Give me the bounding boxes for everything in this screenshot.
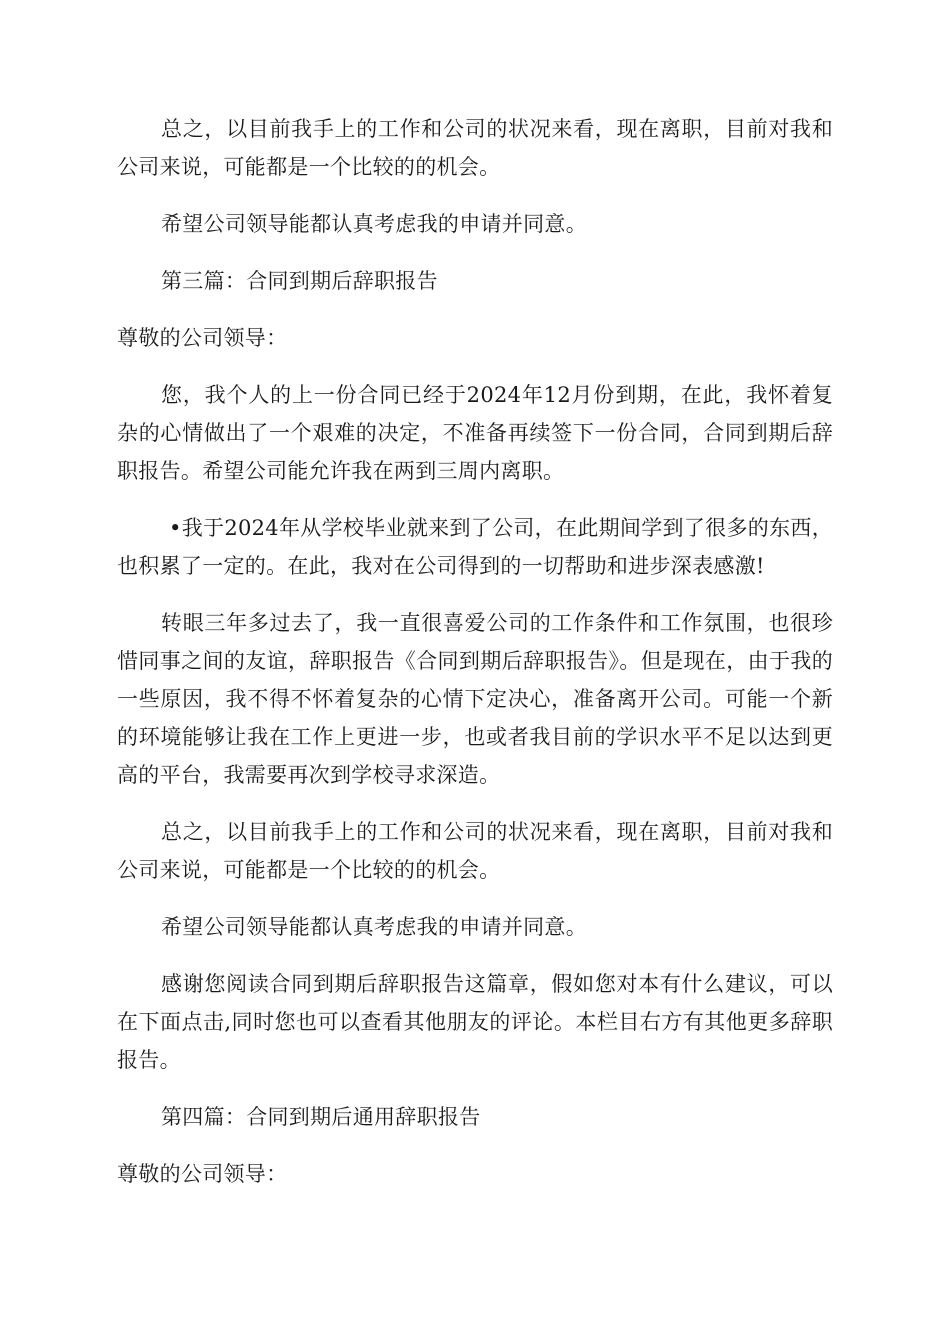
paragraph-conclusion-2: 总之，以目前我手上的工作和公司的状况来看，现在离职，目前对我和公司来说，可能都是一个比较的的机会。 — [117, 820, 833, 882]
section-heading-4: 第四篇：合同到期后通用辞职报告 — [161, 1105, 481, 1129]
paragraph-thanks: 感谢您阅读合同到期后辞职报告这篇章，假如您对本有什么建议，可以在下面点击,同时您也可以查看其他朋友的评论。本栏目右方有其他更多辞职报告。 — [117, 972, 833, 1072]
paragraph-contract: 您，我个人的上一份合同已经于2024年12月份到期，在此，我怀着复杂的心情做出了一个艰难的决定，不准备再续签下一份合同，合同到期后辞职报告。希望公司能允许我在两到三周内离职。 — [117, 383, 833, 483]
paragraph-request: 希望公司领导能都认真考虑我的申请并同意。 — [161, 212, 587, 236]
section-heading-3: 第三篇：合同到期后辞职报告 — [161, 269, 438, 293]
paragraph-conclusion: 总之，以目前我手上的工作和公司的状况来看，现在离职，目前对我和公司来说，可能都是一个比较的的机会。 — [117, 117, 833, 179]
document-body — [117, 110, 833, 1212]
salutation-2: 尊敬的公司领导： — [117, 1162, 288, 1186]
paragraph-request-2: 希望公司领导能都认真考虑我的申请并同意。 — [161, 915, 587, 939]
paragraph-reasons: 转眼三年多过去了，我一直很喜爱公司的工作条件和工作氛围，也很珍惜同事之间的友谊，辞职报告《合同到期后辞职报告》。但是现在，由于我的一些原因，我不得不怀着复杂的心情下定决心，准备离开公司。可能一个新的环境能够让我在工作上更进一步，也或者我目前的学识水平不足以达到更高的平台，我需要再次到学校寻求深造。 — [117, 611, 833, 787]
salutation: 尊敬的公司领导： — [117, 326, 288, 350]
paragraph-bullet-graduation: •我于2024年从学校毕业就来到了公司，在此期间学到了很多的东西，也积累了一定的。在此，我对在公司得到的一切帮助和进步深表感激! — [117, 516, 833, 578]
